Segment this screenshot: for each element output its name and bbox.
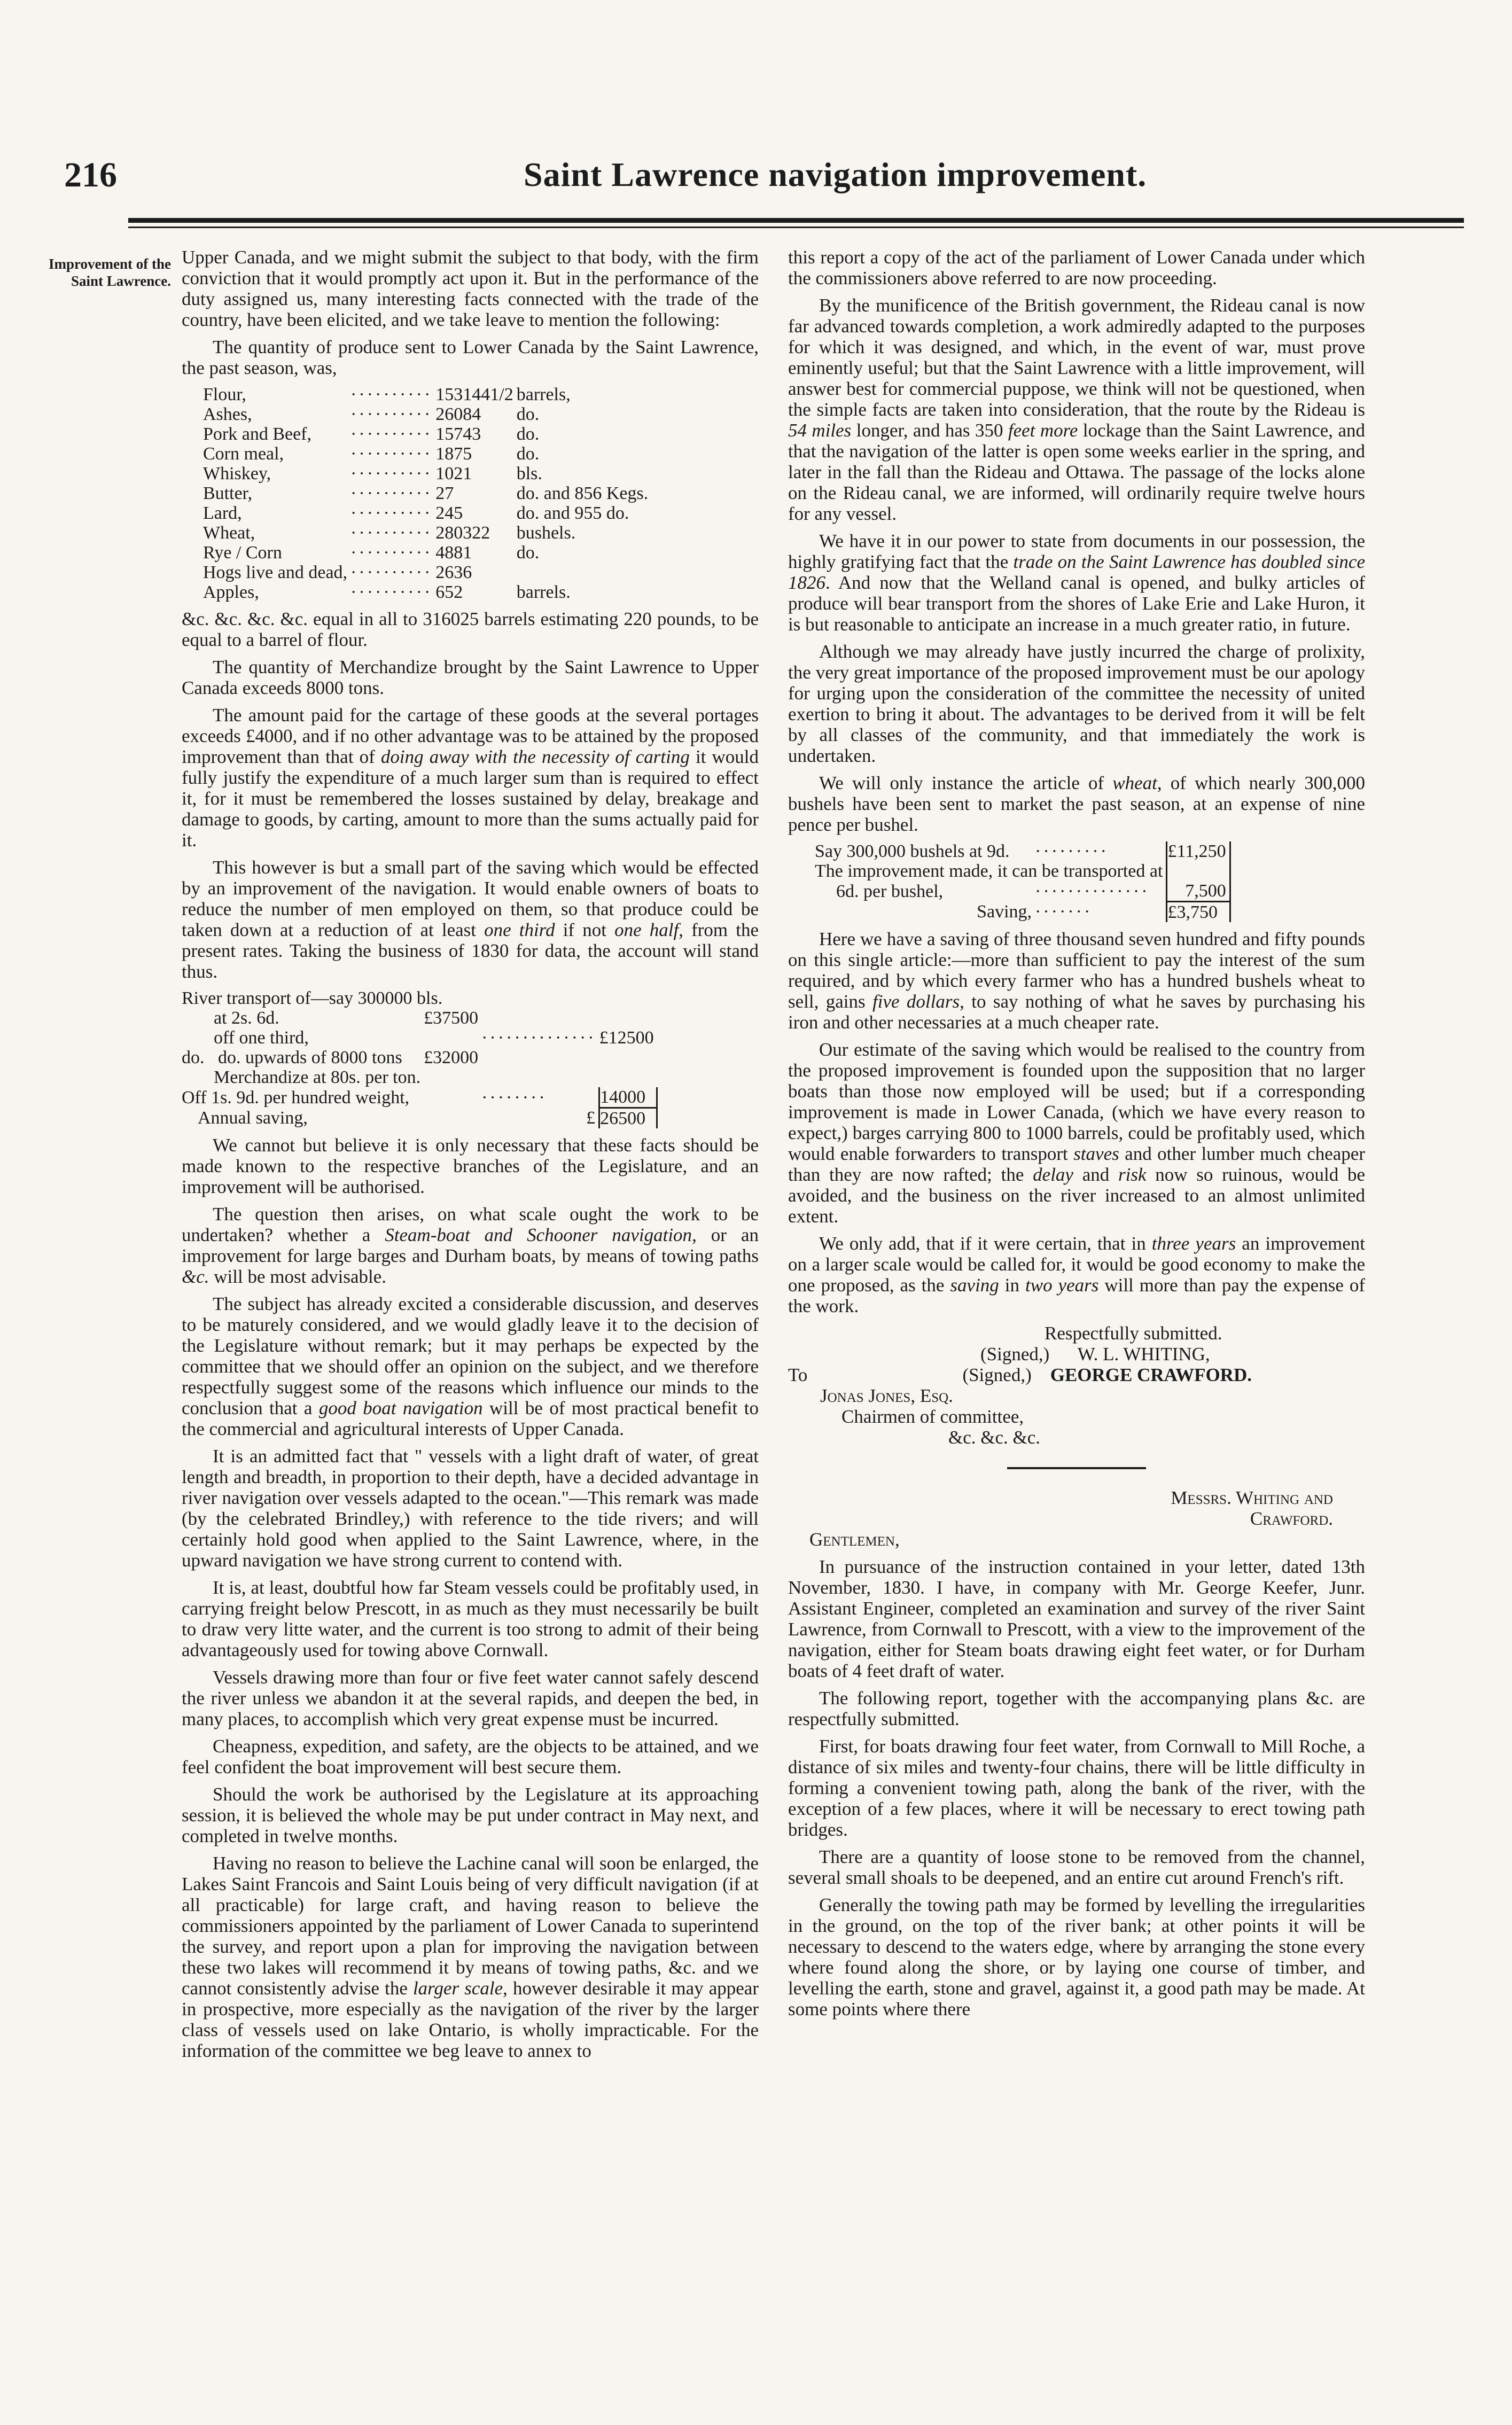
account-table	[182, 988, 658, 1128]
paragraph: Cheapness, expedition, and safety, are the objects to be attained, and we feel confident the boat improvement will best secure them.	[182, 1736, 759, 1777]
table-row	[182, 1108, 657, 1129]
paragraph: Having no reason to believe the Lachine canal will soon be enlarged, the Lakes Saint Francois and Saint Louis being of very difficult navigation (if at all practicable) for large craft, and having reason to believe the commissioners appointed by the parliament of Lower Canada to superintend the survey, and report upon a plan for improving the navigation between these two lakes will recommend it by means of towing paths, &c. and we cannot consistently advise the larger scale, however desirable it may appear in prospective, more especially as the navigation of the river by the larger class of vessels used on lake Ontario, is wholly impracticable. For the information of the committee we beg leave to annex to	[182, 1853, 759, 2061]
table-row: Butter, ·········· 27 do. and 856 Kegs.	[203, 484, 651, 503]
calc-line: Say 300,000 bushels at 9d.	[815, 841, 1010, 861]
item-name: Rye / Corn	[203, 543, 282, 563]
paragraph: &c. &c. &c. &c. equal in all to 316025 barrels estimating 220 pounds, to be equal to a barrel of flour.	[182, 609, 759, 650]
table-row: Lard, ·········· 245 do. and 955 do.	[203, 503, 651, 523]
paragraph: This however is but a small part of the saving which would be effected by an improvement of the navigation. It would enable owners of boats to reduce the number of men employed on them, so that produce could be taken down at a reduction of at least one third if not one half, from the present rates. Taking the business of 1830 for data, the account will stand thus.	[182, 857, 759, 982]
paragraph: The question then arises, on what scale ought the work to be undertaken? whether a Steam-boat and Schooner navigation, or an improvement for large barges and Durham boats, by means of towing paths &c. will be most advisable.	[182, 1204, 759, 1287]
section-divider	[1007, 1467, 1146, 1469]
paragraph: The amount paid for the cartage of these goods at the several portages exceeds £4000, and if no other advantage was to be attained by the proposed improvement than that of doing away with the necessity of carting it would fully justify the expenditure of a much larger sum than is required to effect it, for it must be remembered the losses sustained by delay, breakage and damage to goods, by carting, amount to more than the sums actually paid for it.	[182, 705, 759, 851]
account-currency: £	[586, 1108, 596, 1128]
item-unit: barrels.	[516, 582, 571, 602]
left-column	[182, 247, 759, 2068]
item-unit: barrels,	[516, 385, 571, 404]
paragraph: Here we have a saving of three thousand seven hundred and fifty pounds on this single article:—more than sufficient to pay the interest of the sum required, and by which every farmer who has a hundred bushels wheat to sell, gains five dollars, to say nothing of what he saves by purchasing his iron and other necessaries at a much cheaper rate.	[788, 929, 1365, 1033]
paragraph: The following report, together with the accompanying plans &c. are respectfully submitted.	[788, 1688, 1365, 1729]
item-name: Corn meal,	[203, 444, 284, 464]
account-line: Merchandize at 80s. per ton.	[214, 1067, 421, 1087]
item-name: Lard,	[203, 503, 242, 523]
item-qty: 1875	[435, 444, 472, 464]
item-name: Pork and Beef,	[203, 424, 312, 444]
paragraph: Vessels drawing more than four or five feet water cannot safely descend the river unless we abandon it at the several rapids, and deepen the bed, in many places, to accomplish which very great expense must be incurred.	[182, 1667, 759, 1729]
calc-value: 7,500	[1167, 881, 1230, 902]
paragraph: We will only instance the article of wheat, of which nearly 300,000 bushels have been sent to market the past season, at an expense of nine pence per bushel.	[788, 773, 1365, 835]
paragraph: The quantity of Merchandize brought by the Saint Lawrence to Upper Canada exceeds 8000 tons.	[182, 657, 759, 698]
table-row	[182, 1067, 657, 1087]
item-qty: 1021	[435, 464, 472, 484]
addressee: Jonas Jones, Esq.	[820, 1385, 953, 1406]
messrs-line-2: Crawford.	[1250, 1508, 1333, 1529]
wheat-calculation	[815, 841, 1231, 922]
paragraph: Although we may already have justly incurred the charge of prolixity, the very great importance of the proposed improvement must be our apology for urging upon the consideration of the committee the necessity of united exertion to bring it about. The advantages to be derived from it will be felt by all classes of the community, and that immediately the work is undertaken.	[788, 641, 1365, 766]
table-row: Pork and Beef, ·········· 15743 do.	[203, 424, 651, 444]
item-qty: 245	[435, 503, 463, 523]
paragraph: By the munificence of the British government, the Rideau canal is now far advanced towards completion, a work admiredly adapted to the purposes for which it was designed, and which, in the event of war, must prove eminently useful; but that the Saint Lawrence with a little improvement, will answer best for commercial puppose, we think will not be questioned, when the simple facts are taken into consideration, that the route by the Rideau is 54 miles longer, and has 350 feet more lockage than the Saint Lawrence, and that the navigation of the latter is open some weeks earlier in the spring, and later in the fall than the Rideau and Ottawa. The passage of the locks alone on the Rideau canal, we are informed, will ordinarily require twelve hours for any vessel.	[788, 295, 1366, 524]
signature-line: To (Signed,) GEORGE CRAWFORD.	[788, 1364, 1252, 1385]
item-unit: bushels.	[516, 523, 576, 543]
account-line: River transport of—say 300000 bls.	[182, 988, 443, 1008]
account-line: do. do. upwards of 8000 tons	[182, 1048, 402, 1067]
paragraph: It is an admitted fact that " vessels with a light draft of water, of great length and breadth, in proportion to their depth, have a decided advantage in river navigation over vessels adapted to the ocean."—This remark was made (by the celebrated Brindley,) with reference to the tide rivers; and will certainly hold good when applied to the Saint Lawrence, where, in the upward navigation we have strong current to contend with.	[182, 1446, 759, 1571]
item-qty: 652	[435, 582, 463, 602]
table-row: Saving, ······· £3,750	[815, 902, 1230, 923]
paragraph: We only add, that if it were certain, that in three years an improvement on a larger scale would be called for, it would be good economy to make the one proposed, as the saving in two years will more than pay the expense of the work.	[788, 1233, 1365, 1316]
header-rule	[128, 218, 1464, 223]
paragraph: In pursuance of the instruction contained in your letter, dated 13th November, 1830. I have, in company with Mr. George Keefer, Junr. Assistant Engineer, completed an examination and survey of the river Saint Lawrence, from Cornwall to Prescott, with a view to the improvement of the navigation, either for Steam boats drawing eight feet water, or for Durham boats of 4 feet draft of water.	[788, 1556, 1365, 1681]
account-line: Off 1s. 9d. per hundred weight,	[182, 1087, 410, 1108]
account-line: at 2s. 6d.	[214, 1008, 279, 1028]
item-unit: bls.	[516, 464, 542, 484]
item-unit: do.	[516, 424, 540, 444]
item-unit: do.	[516, 444, 540, 464]
paragraph: Should the work be authorised by the Legislature at its approaching session, it is believed the whole may be put under contract in May next, and completed in twelve months.	[182, 1784, 759, 1846]
paragraph: this report a copy of the act of the parliament of Lower Canada under which the commissioners above referred to are now proceeding.	[788, 247, 1365, 288]
account-value: £32000	[424, 1048, 479, 1067]
table-row: Corn meal, ·········· 1875 do.	[203, 444, 651, 464]
item-name: Whiskey,	[203, 464, 271, 484]
item-name: Wheat,	[203, 523, 255, 543]
table-row: Ashes, ·········· 26084 do.	[203, 404, 651, 424]
paragraph: We cannot but believe it is only necessary that these facts should be made known to the respective branches of the Legislature, and an improvement will be authorised.	[182, 1135, 759, 1197]
table-row: off one third, ·············· £12500	[182, 1028, 657, 1048]
item-qty: 2636	[435, 563, 472, 582]
right-column	[788, 247, 1365, 2026]
paragraph: We have it in our power to state from documents in our possession, the highly gratifying fact that the trade on the Saint Lawrence has doubled since 1826. And now that the Welland canal is opened, and bulky articles of produce will bear transport from the shores of Lake Erie and Lake Huron, it is but reasonable to anticipate an increase in a much greater ratio, in future.	[788, 531, 1365, 635]
item-unit: do.	[516, 404, 540, 424]
calc-total: £3,750	[1167, 902, 1230, 923]
table-row	[182, 1048, 657, 1067]
paragraph: It is, at least, doubtful how far Steam vessels could be profitably used, in carrying freight below Prescott, in as much as they must necessarily be built to draw very litte water, and the current is too strong to admit of their being advantageously used for towing above Cornwall.	[182, 1577, 759, 1660]
account-line: Annual saving,	[198, 1108, 308, 1128]
item-name: Butter,	[203, 484, 253, 503]
table-row	[182, 1008, 657, 1028]
item-unit: do. and 955 do.	[516, 503, 629, 523]
item-qty: 15743	[435, 424, 481, 444]
table-row: Hogs live and dead, ·········· 2636	[203, 563, 651, 582]
header-rule-thin	[128, 227, 1464, 228]
calc-value: £11,250	[1167, 841, 1230, 861]
paragraph: First, for boats drawing four feet water, from Cornwall to Mill Roche, a distance of six miles and twenty-four chains, there will be little difficulty in forming a convenient towing path, along the bank of the river, with the exception of a few places, where it will be necessary to erect towing path bridges.	[788, 1736, 1365, 1840]
chairmen-line: Chairmen of committee,	[841, 1406, 1024, 1427]
paragraph: The subject has already excited a considerable discussion, and deserves to be maturely considered, and we would gladly leave it to the decision of the Legislature without remark; but it may perhaps be expected by the committee that we should offer an opinion on the subject, and we therefore respectfully suggest some of the reasons which influence our minds to the conclusion that a good boat navigation will be of most practical benefit to the commercial and agricultural interests of Upper Canada.	[182, 1293, 759, 1439]
produce-table	[203, 385, 651, 602]
running-title: Saint Lawrence navigation improvement.	[524, 155, 1147, 193]
table-row: Rye / Corn ·········· 4881 do.	[203, 543, 651, 563]
item-qty: 1531441/2	[435, 385, 513, 404]
signature-line: (Signed,) W. L. WHITING,	[980, 1344, 1210, 1364]
signature-block	[788, 1323, 1365, 1448]
table-row: Apples, ·········· 652 barrels.	[203, 582, 651, 602]
paragraph: The quantity of produce sent to Lower Canada by the Saint Lawrence, the past season, was,	[182, 337, 759, 378]
calc-line: The improvement made, it can be transported at	[815, 861, 1163, 881]
item-qty: 4881	[435, 543, 472, 563]
item-unit: do.	[516, 543, 540, 563]
table-row: Flour, ·········· 1531441/2 barrels,	[203, 385, 651, 404]
account-value: £12500	[599, 1028, 654, 1048]
item-qty: 26084	[435, 404, 481, 424]
item-name: Apples,	[203, 582, 259, 602]
table-row: Off 1s. 9d. per hundred weight, ········ 14000	[182, 1087, 657, 1108]
paragraph: There are a quantity of loose stone to be removed from the channel, several small shoals to be deepened, and an entire cut around French's rift.	[788, 1846, 1365, 1888]
item-name: Hogs live and dead,	[203, 563, 348, 582]
paragraph: Generally the towing path may be formed by levelling the irregularities in the ground, on the top of the river bank; at other points it will be necessary to descend to the waters edge, where by arranging the stone every where found along the shore, or by laying one course of timber, and levelling the earth, stone and gravel, against it, a good path may be made. At some points where there	[788, 1894, 1365, 2019]
respectfully-submitted: Respectfully submitted.	[1045, 1323, 1222, 1344]
salutation: Gentlemen,	[809, 1529, 900, 1550]
item-qty: 27	[435, 484, 454, 503]
item-unit	[517, 563, 651, 582]
table-row	[815, 861, 1230, 881]
item-name: Ashes,	[203, 404, 252, 424]
account-value: £37500	[424, 1008, 479, 1028]
calc-line: Saving,	[977, 902, 1032, 922]
paragraph: Our estimate of the saving which would be realised to the country from the proposed improvement is founded upon the supposition that no larger boats than those now employed will be used; but if a corresponding improvement is made in Lower Canada, (which we have every reason to expect,) barges carrying 800 to 1000 barrels, could be profitably used, which would enable forwarders to transport staves and other lumber much cheaper than they are now rafted; the delay and risk now so ruinous, would be avoided, and the business on the river increased to an almost unlimited extent.	[788, 1039, 1365, 1227]
messrs-line: Messrs. Whiting and	[1171, 1487, 1333, 1508]
item-name: Flour,	[203, 385, 246, 404]
account-line: off one third,	[214, 1028, 309, 1048]
account-value: 14000	[599, 1087, 657, 1108]
margin-sidenote: Improvement of the Saint Lawrence.	[49, 256, 171, 289]
etc-line: &c. &c. &c.	[948, 1427, 1041, 1448]
paragraph: Upper Canada, and we might submit the subject to that body, with the firm conviction that it would promptly act upon it. But in the performance of the duty assigned us, many interesting facts connected with the trade of the country, have been elicited, and we take leave to mention the following:	[182, 247, 759, 330]
table-row: Wheat, ·········· 280322 bushels.	[203, 523, 651, 543]
account-total: 26500	[599, 1108, 657, 1129]
table-row: 6d. per bushel, ·············· 7,500	[815, 881, 1230, 902]
page-header	[64, 155, 1464, 208]
item-unit: do. and 856 Kegs.	[516, 484, 649, 503]
table-row: Whiskey, ·········· 1021 bls.	[203, 464, 651, 484]
calc-line: 6d. per bushel,	[836, 881, 944, 901]
table-row	[182, 988, 657, 1008]
table-row: Say 300,000 bushels at 9d. ········· £11,250	[815, 841, 1230, 861]
page-number: 216	[64, 155, 117, 194]
item-qty: 280322	[435, 523, 490, 543]
